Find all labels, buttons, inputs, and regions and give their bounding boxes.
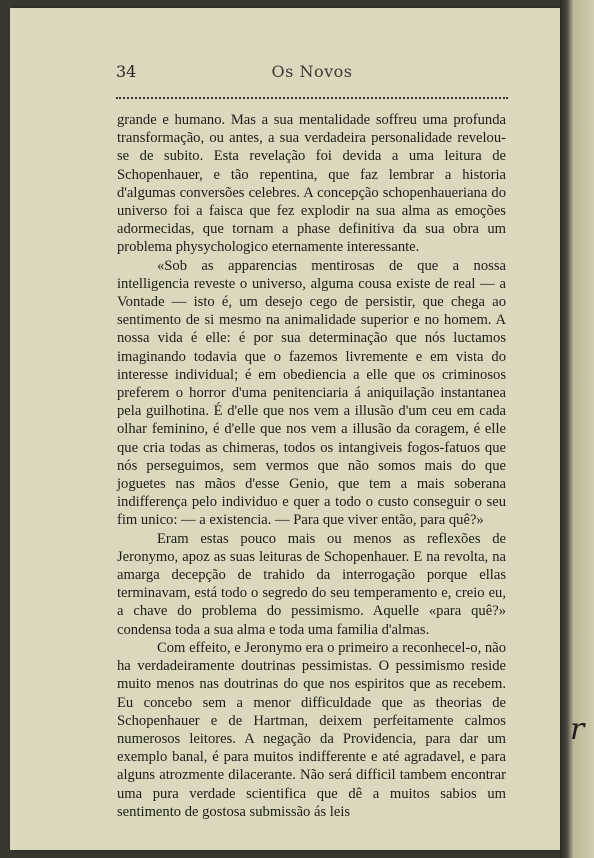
paragraph-2: «Sob as apparencias mentirosas de que a nossa intelligencia reveste o universo, alguma cousa existe de real — a Vontade — isto é, um desejo cego de persistir, que chega ao sentimento de si mesmo na animalidade superior e no homem. A nossa vida é elle: é por sua determinação que nós luctamos imaginando todavia que o fazemos livremente e em vista do interesse individual; é em obediencia a elle que os criminosos preferem o horror d'uma penitenciaria á aniquilação instantanea pela guilhotina. É d'elle que nos vem a illusão d'um ceu em cada olhar feminino, é d'elle que nos vem a illusão da coragem, é elle que cria todas as chimeras, todos os intangiveis fogos-fatuos que nós perseguimos, sem vermos que não somos mais do que joguetes nas mãos d'esse Genio, que tem a mais soberana indifferença pelo individuo e quer a todo o custo conseguir o seu fim unico: — a existencia. — Para que viver então, para quê?» bbox=[117, 257, 506, 529]
paragraph-4: Com effeito, e Jeronymo era o primeiro a reconhecel-o, não ha verdadeiramente doutrinas pessimistas. O pessimismo reside muito menos nas doutrinas do que nos espiritos que as recebem. Eu concebo sem a menor difficuldade que as theorias de Schopenhauer e de Hartman, deixem perfeitamente calmos numerosos leitores. A negação da Providencia, para dar um exemplo banal, é para muitos indifferente e até agradavel, e para alguns atrozmente dilacerante. Não será difficil tambem encontrar uma pura verdade scientifica que dê a muitos sabios um sentimento de gostosa submissão ás leis bbox=[117, 639, 506, 820]
paragraph-1: grande e humano. Mas a sua mentalidade soffreu uma profunda transformação, ou antes, a sua verdadeira personalidade revelou-se de subito. Esta revelação foi devida a uma leitura de Schopenhauer, e tão repentina, que faz lembrar a historia d'algumas conversões celebres. A concepção schopenhaueriana do universo foi a faisca que fez explodir na sua alma as emoções adormecidas, que tornam a phase definitiva da sua obra um problema physychologico eternamente interessante. bbox=[117, 112, 506, 256]
header-rule bbox=[116, 97, 508, 99]
body-text bbox=[117, 111, 506, 821]
paragraph-3: Eram estas pouco mais ou menos as reflexões de Jeronymo, apoz as suas leituras de Schopenhauer. E na revolta, na amarga decepção de trahido da interrogação porque ellas terminavam, está todo o segredo do seu temperamento e, creio eu, a chave do problema do pessimismo. Aquelle «para quê?» condensa toda a sua alma e toda uma familia d'almas. bbox=[117, 530, 506, 638]
page-header bbox=[116, 62, 508, 86]
page-number: 34 bbox=[116, 62, 137, 81]
margin-mark: r bbox=[570, 712, 585, 747]
running-title: Os Novos bbox=[271, 62, 353, 81]
